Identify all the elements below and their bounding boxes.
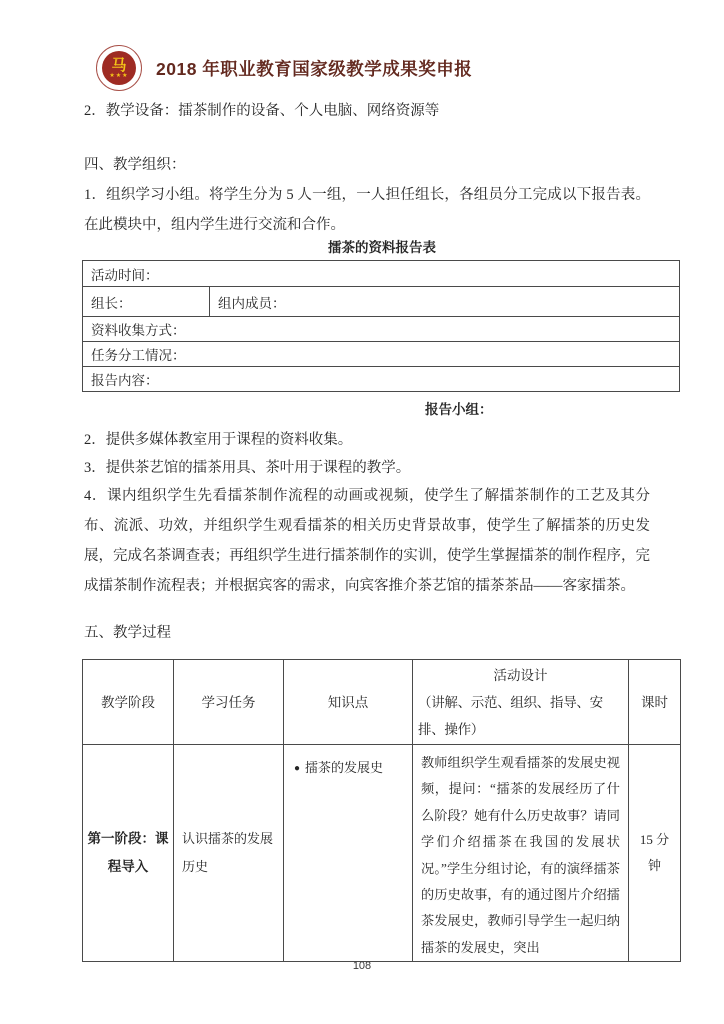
table-row	[83, 261, 680, 287]
report-group-label-row	[84, 398, 650, 418]
knowledge-cell	[284, 745, 413, 962]
table-row	[83, 317, 680, 342]
page-header	[96, 45, 472, 91]
page-number: 108	[352, 960, 372, 972]
bullet-icon: ●	[294, 763, 301, 774]
section5-heading: 五、教学过程	[84, 625, 171, 641]
section4-heading: 四、教学组织：	[84, 157, 186, 173]
members-cell: 组内成员：	[210, 287, 680, 317]
duration-cell: 15 分钟	[629, 745, 681, 962]
header-duration: 课时	[629, 660, 681, 745]
header-activity-subtitle: （讲解、示范、组织、指导、安排、操作）	[418, 694, 603, 737]
header-activity	[413, 660, 629, 745]
header-activity-title: 活动设计	[493, 667, 548, 683]
item2-paragraph: 2．提供多媒体教室用于课程的资料收集。	[84, 432, 353, 448]
item4-paragraph: 4．课内组织学生先看擂茶制作流程的动画或视频，使学生了解擂茶制作的工艺及其分布、流派、功效，并组织学生观看擂茶的相关历史背景故事，使学生了解擂茶的历史发展，完成名茶调查表；再组织学生进行擂茶制作的实训，使学生掌握擂茶的制作程序，完成擂茶制作流程表；并根据宾客的需求，向宾客推介茶艺馆的擂茶茶品——客家擂茶。	[84, 488, 650, 594]
activity-cell: 教师组织学生观看擂茶的发展史视频，提问：“擂茶的发展经历了什么阶段？她有什么历史故事？请同学们介绍擂茶在我国的发展状况。”学生分组讨论，有的演绎擂茶的历史故事，有的通过图片介绍擂茶发展史，教师引导学生一起归纳擂茶的发展史，突出	[413, 745, 629, 962]
material-report-table	[82, 260, 680, 392]
leader-cell: 组长：	[83, 287, 210, 317]
table1-title: 擂茶的资料报告表	[328, 240, 436, 255]
collection-method-cell: 资料收集方式：	[83, 317, 680, 342]
task-cell: 认识擂茶的发展历史	[174, 745, 284, 962]
task-division-cell: 任务分工情况：	[83, 342, 680, 367]
stars-icon: ★★★	[109, 72, 129, 79]
table-header-row	[83, 660, 681, 745]
header-stage: 教学阶段	[83, 660, 174, 745]
document-header-title: 2018 年职业教育国家级教学成果奖申报	[156, 58, 473, 79]
table-row	[83, 342, 680, 367]
teaching-process-table	[82, 659, 681, 962]
report-group-label: 报告小组：	[425, 402, 493, 417]
header-task: 学习任务	[174, 660, 284, 745]
equipment-line: 2．教学设备：擂茶制作的设备、个人电脑、网络资源等	[84, 103, 440, 119]
activity-time-cell: 活动时间：	[83, 261, 680, 287]
knowledge-text: 擂茶的发展史	[305, 760, 384, 775]
seal-inner-circle	[102, 51, 136, 85]
stage-cell: 第一阶段：课程导入	[83, 745, 174, 962]
table-row	[83, 287, 680, 317]
horse-emblem-icon: 马	[111, 56, 127, 74]
report-content-cell: 报告内容：	[83, 367, 680, 392]
school-seal-logo	[96, 45, 142, 91]
item3-paragraph: 3．提供茶艺馆的擂茶用具、茶叶用于课程的教学。	[84, 460, 411, 476]
table-row	[83, 367, 680, 392]
table-row	[83, 745, 681, 962]
header-knowledge: 知识点	[284, 660, 413, 745]
group-organization-paragraph: 1．组织学习小组。将学生分为 5 人一组，一人担任组长，各组员分工完成以下报告表。在此模块中，组内学生进行交流和合作。	[84, 187, 650, 233]
